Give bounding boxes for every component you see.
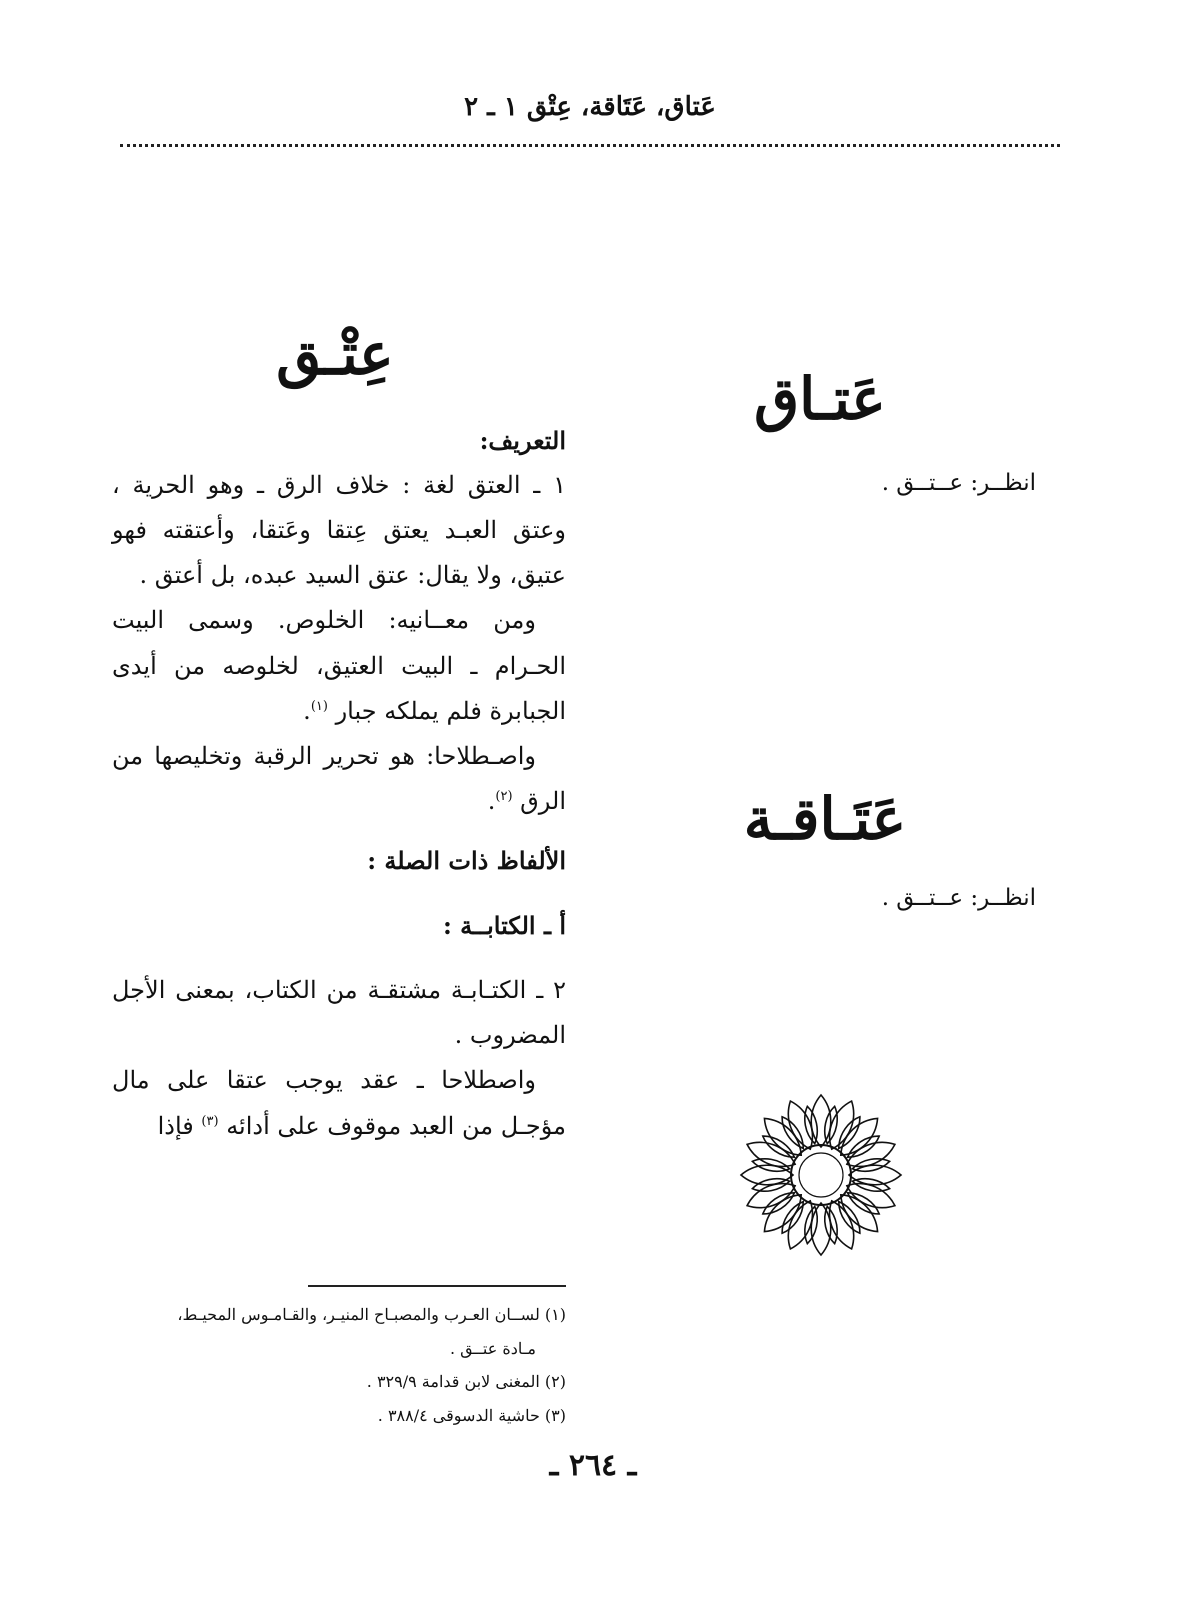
footnote-ref-1: (١): [310, 698, 328, 714]
page-number: ـ ٢٦٤ ـ: [549, 1448, 637, 1483]
footnote-3: (٣) حاشية الدسوقى ٣٨٨/٤ .: [377, 1405, 566, 1425]
rosette-petal: [811, 1203, 831, 1255]
paragraph-5: [112, 1058, 566, 1148]
footnotes: [112, 1298, 566, 1432]
paragraph-4: ٢ ـ الكتـابـة مشتقـة من الكتاب، بمعنى الأجل المضروب .: [112, 976, 566, 1050]
footnote-ref-3: (٣): [201, 1113, 219, 1129]
footnote-2: (٢) المغنى لابن قدامة ٣٢٩/٩ .: [366, 1372, 566, 1392]
footnote-ref-2: (٢): [495, 788, 513, 804]
paragraph-3-text: واصـطلاحا: هو تحرير الرقبة وتخليصها من الرق: [112, 741, 566, 815]
rosette-petal: [811, 1095, 831, 1147]
definition-heading: التعريف:: [479, 426, 566, 455]
paragraph-5-text: واصطلاحا ـ عقد يوجب عتقا على مال مؤجـل من العبد موقوف على أدائه: [112, 1066, 566, 1140]
running-head: عَتاق، عَتَاقة، عِتْق ١ ـ ٢: [464, 92, 716, 122]
paragraph-2-text: ومن معــانيه: الخلوص. وسمى البيت الحـرام ـ البيت العتيق، لخلوصه من أيدى الجبابرة فلم يملكه جبار: [112, 606, 566, 725]
see-reference-ataq: انظــر: عــتــق .: [881, 470, 1036, 496]
rosette-ornament-icon: [736, 1090, 906, 1260]
paragraph-2: [112, 598, 566, 733]
entry-title-ataqa: عَتَـاقـة: [743, 785, 907, 853]
paragraph-2-end: .: [303, 696, 311, 725]
rosette-petal: [849, 1165, 901, 1185]
footnote-1-continuation: مـادة عتــق .: [450, 1338, 536, 1358]
paragraph-3: [112, 734, 566, 824]
paragraph-5-end: فإذا: [157, 1111, 194, 1140]
header-dotted-rule: [120, 144, 1060, 147]
footnote-1: (١) لســان العـرب والمصبـاح المنيـر، والقـامـوس المحيـط،: [177, 1305, 566, 1324]
entry-title-itq: عِتْـق: [276, 320, 394, 388]
related-terms-heading: الألفاظ ذات الصلة :: [367, 845, 566, 875]
subsection-a-heading: أ ـ الكتابــة :: [442, 911, 566, 941]
paragraph-1: ١ ـ العتق لغة : خلاف الرق ـ وهو الحرية ، وعتق العبـد يعتق عِتقا وعَتقا، وأعتقته فهو عتيق، ولا يقال: عتق السيد عبده، بل أعتق .: [112, 471, 566, 590]
paragraph-3-end: .: [487, 786, 496, 815]
rosette-petal: [741, 1165, 793, 1185]
entry-body: [112, 410, 566, 1149]
footnote-rule: [308, 1285, 566, 1287]
entry-title-ataq: عَتـاق: [754, 365, 886, 433]
see-reference-ataqa: انظــر: عــتــق .: [881, 885, 1036, 911]
